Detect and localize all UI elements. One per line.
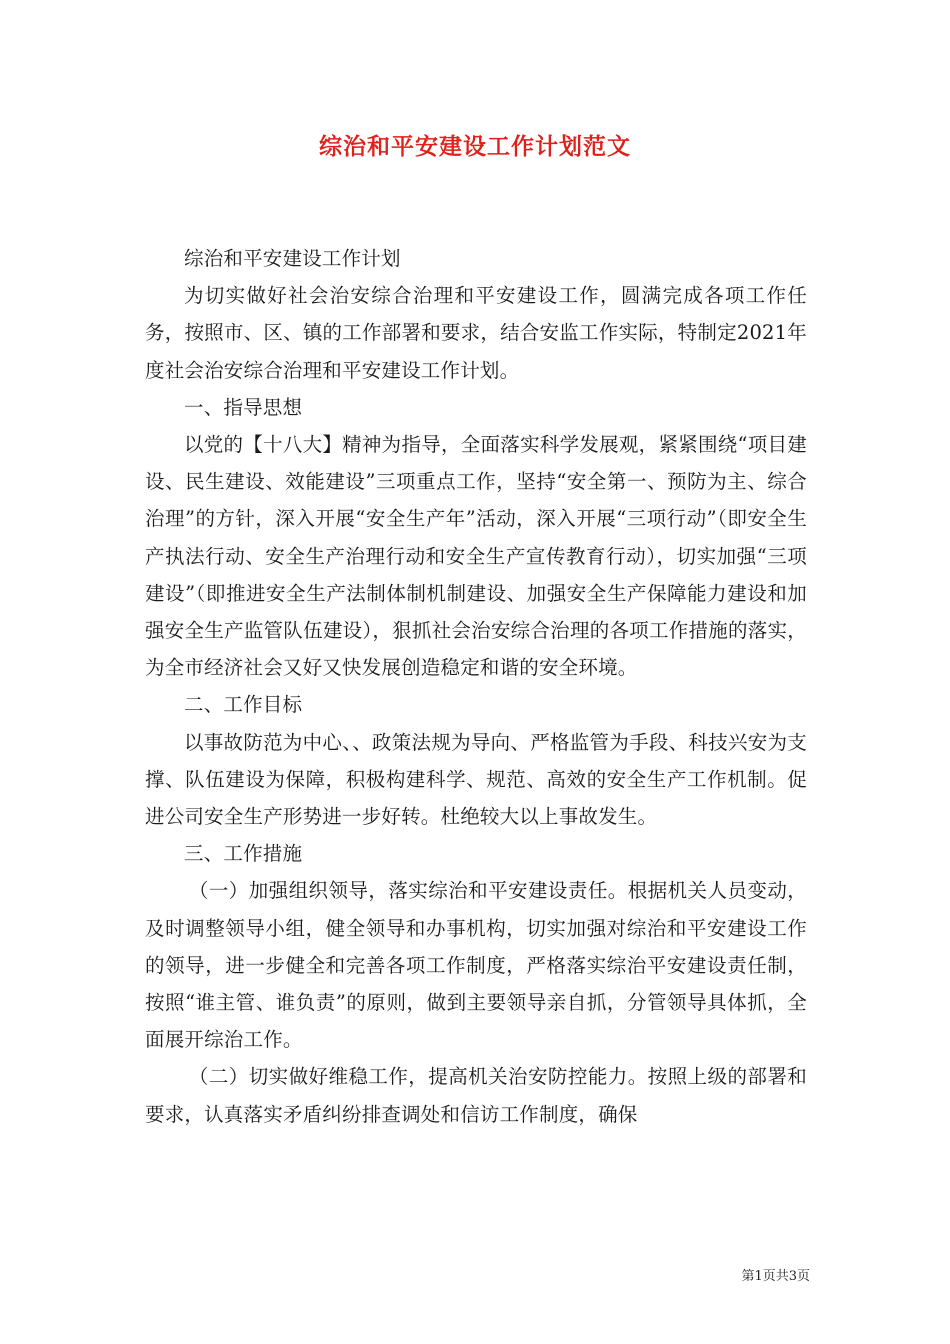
paragraph-goals: 以事故防范为中心、、政策法规为导向、严格监管为手段、科技兴安为支撑、队伍建设为保障，积极构建科学、规范、高效的安全生产工作机制。促进公司安全生产形势进一步好转。杜绝较大以上事故发生。 — [145, 730, 807, 829]
section-heading-measures: 三、工作措施 — [184, 842, 303, 866]
page-number: 第1页共3页 — [741, 1269, 810, 1284]
section-heading-goals: 二、工作目标 — [184, 693, 303, 717]
paragraph-heading: 综治和平安建设工作计划 — [184, 247, 401, 270]
section-heading-guiding-thought: 一、指导思想 — [184, 395, 303, 419]
document-title: 综治和平安建设工作计划范文 — [319, 133, 631, 160]
paragraph-intro: 为切实做好社会治安综合治理和平安建设工作，圆满完成各项工作任务，按照市、区、镇的工作部署和要求，结合安监工作实际，特制定2021年度社会治安综合治理和平安建设工作计划。 — [145, 284, 807, 382]
paragraph-measure-2: （二）切实做好维稳工作，提高机关治安防控能力。按照上级的部署和要求，认真落实矛盾纠纷排查调处和信访工作制度，确保 — [145, 1065, 807, 1126]
document-body — [145, 240, 807, 1133]
paragraph-guiding-thought: 以党的【十八大】精神为指导，全面落实科学发展观，紧紧围绕“项目建设、民生建设、效能建设”三项重点工作，坚持“安全第一、预防为主、综合治理”的方针，深入开展“安全生产年”活动，深入开展“三项行动”（即安全生产执法行动、安全生产治理行动和安全生产宣传教育行动），切实加强“三项建设”（即推进安全生产法制体制机制建设、加强安全生产保障能力建设和加强安全生产监管队伍建设），狠抓社会治安综合治理的各项工作措施的落实，为全市经济社会又好又快发展创造稳定和谐的安全环境。 — [145, 433, 807, 680]
paragraph-measure-1: （一）加强组织领导，落实综治和平安建设责任。根据机关人员变动，及时调整领导小组，健全领导和办事机构，切实加强对综治和平安建设工作的领导，进一步健全和完善各项工作制度，严格落实综治平安建设责任制，按照“谁主管、谁负责”的原则，做到主要领导亲自抓，分管领导具体抓，全面展开综治工作。 — [145, 879, 807, 1052]
